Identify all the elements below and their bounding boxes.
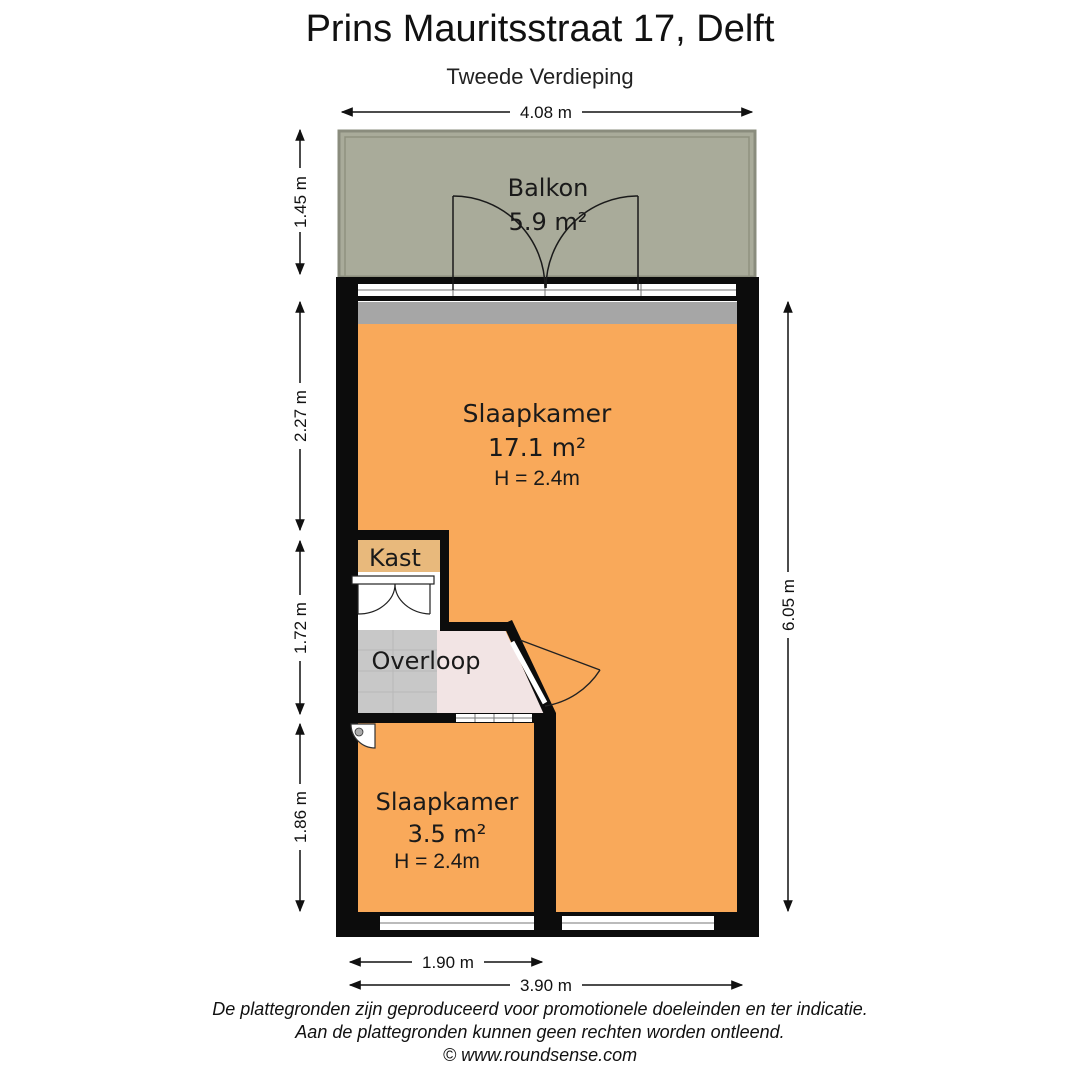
balkon-area	[339, 131, 755, 277]
dim-left-lower-label: 1.86 m	[291, 791, 310, 843]
overloop-window	[456, 714, 532, 722]
dim-left-balkon-label: 1.45 m	[291, 176, 310, 228]
slaapkamer-small-height: H = 2.4m	[394, 850, 480, 873]
slaapkamer-main-area: 17.1 m²	[488, 433, 586, 462]
balcony-sill-strip	[348, 302, 742, 324]
overloop-name: Overloop	[371, 647, 481, 675]
dim-bottom-short-label: 1.90 m	[422, 953, 474, 972]
footer-line-2: Aan de plattegronden kunnen geen rechten worden ontleend.	[295, 1022, 785, 1042]
balkon-area-label: 5.9 m²	[508, 208, 588, 236]
footer-disclaimer	[0, 998, 1080, 1067]
footer-copyright: © www.roundsense.com	[442, 1045, 638, 1065]
dim-right-label: 6.05 m	[779, 579, 798, 631]
dim-top-label: 4.08 m	[520, 103, 572, 122]
slaapkamer-main-name: Slaapkamer	[462, 399, 612, 428]
slaapkamer-main-height: H = 2.4m	[494, 467, 580, 490]
dim-bottom-long-label: 3.90 m	[520, 976, 572, 995]
footer-line-1: De plattegronden zijn geproduceerd voor promotionele doeleinden en ter indicatie.	[212, 999, 868, 1019]
dim-left-upper-label: 2.27 m	[291, 390, 310, 442]
slaapkamer-small-name: Slaapkamer	[375, 788, 519, 816]
slaapkamer-small-area: 3.5 m²	[407, 820, 487, 848]
page-title: Prins Mauritsstraat 17, Delft	[305, 8, 775, 50]
kast-name: Kast	[369, 544, 421, 572]
floor-subtitle: Tweede Verdieping	[446, 64, 634, 89]
balcony-windows	[358, 284, 736, 296]
balkon-name: Balkon	[507, 174, 589, 202]
dim-left-middle-label: 1.72 m	[291, 602, 310, 654]
